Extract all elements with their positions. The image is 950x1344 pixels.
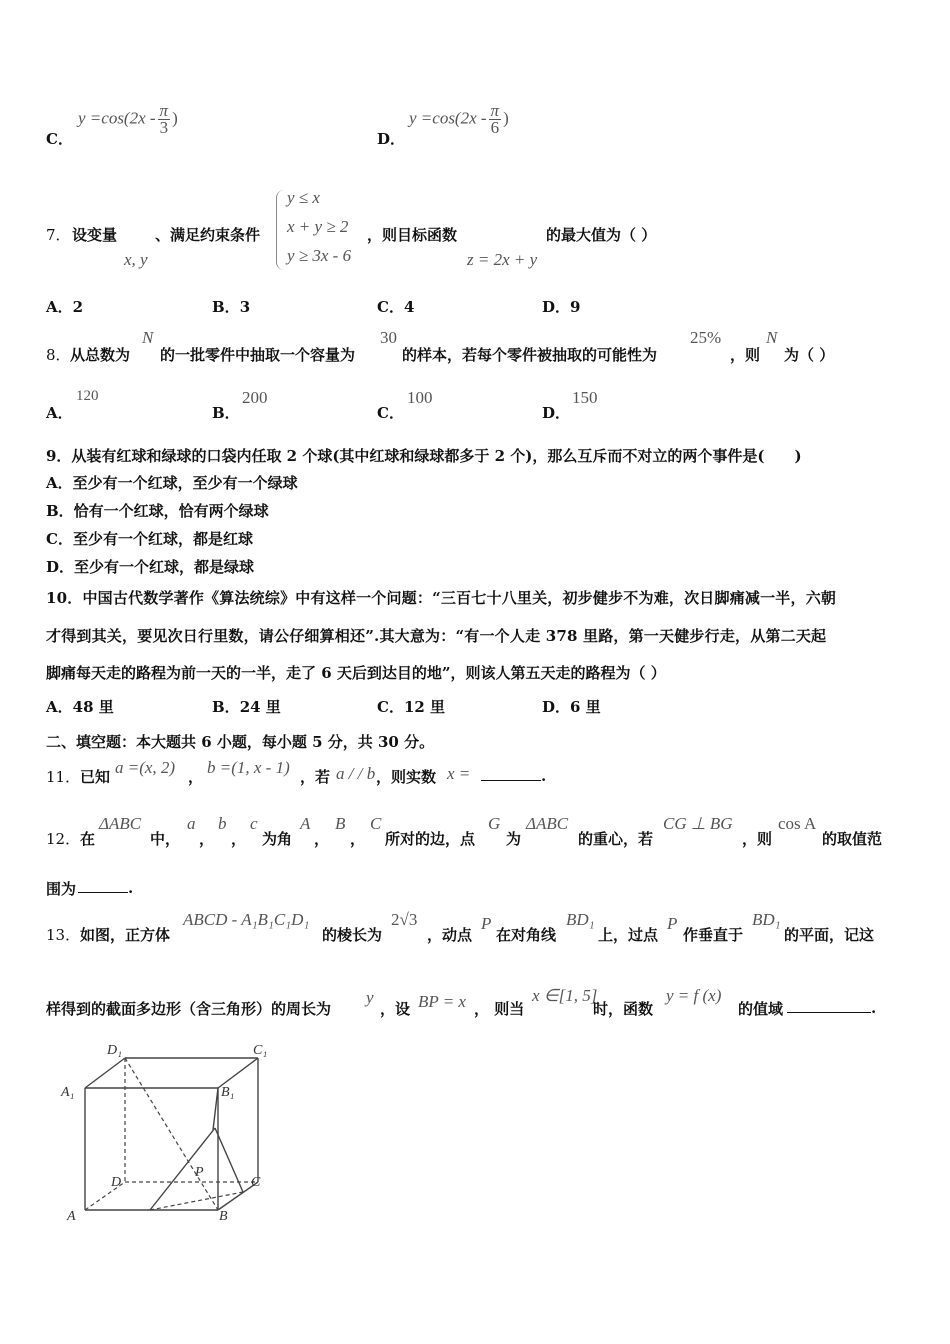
q7-text-4: 的最大值为（ ） bbox=[546, 226, 657, 244]
edge-B1C1 bbox=[218, 1058, 258, 1088]
label-A1: A₁ bbox=[61, 1085, 75, 1100]
q6-c-expr-pre: y =cos(2x - bbox=[78, 108, 156, 128]
q7-text-3: ，则目标函数 bbox=[367, 226, 458, 244]
q12-triangle-2: ΔABC bbox=[526, 814, 569, 833]
q10-line-1: 10．中国古代数学著作《算法统综》中有这样一个问题：“三百七十八里关，初步健步不为难，次日脚痛减一半，六朝 bbox=[46, 589, 837, 607]
q12-side-c: c bbox=[250, 814, 258, 833]
q8-probability: 25% bbox=[690, 328, 722, 347]
q6-option-d-label: D． bbox=[377, 130, 406, 148]
section-2-heading: 二、填空题：本大题共 6 小题，每小题 5 分，共 30 分。 bbox=[46, 733, 435, 751]
q6-option-c-expr: y =cos(2x - $\frac{\pi}{3}$ ) bbox=[78, 101, 178, 137]
q12-point-G: G bbox=[488, 814, 501, 833]
q10-line-2: 才得到其关，要见次日行里数，请公仔细算相还”.其大意为：“有一个人走 378 里路，第一天健步行走，从第二天起 bbox=[46, 627, 827, 645]
q12-angle-B: B bbox=[335, 814, 346, 833]
edge-A1D1 bbox=[85, 1058, 125, 1088]
q11-comma: ， bbox=[188, 768, 204, 786]
q11-vector-b: b =(1, x - 1) bbox=[207, 758, 290, 777]
q6-d-fraction: $\frac{\pi}{6}$ bbox=[490, 101, 500, 137]
label-A: A bbox=[67, 1209, 76, 1224]
q13-range: x ∈[1, 5] bbox=[532, 986, 598, 1005]
q12-perpendicular: CG ⊥ BG bbox=[663, 814, 733, 833]
label-B: B bbox=[219, 1209, 228, 1224]
q12-text-4: 所对的边，点 bbox=[385, 830, 476, 848]
q8-option-b-label: B． bbox=[212, 404, 240, 422]
q12-text-2: 中， bbox=[150, 830, 181, 848]
q12-text-5: 为 bbox=[506, 830, 522, 848]
q13-text-4: 在对角线 bbox=[496, 926, 557, 944]
q7-option-a: A．2 bbox=[46, 298, 84, 316]
q9-stem: 9．从装有红球和绿球的口袋内任取 2 个球(其中红球和绿球都多于 2 个)，那么互斥而不对立的两个事件是( ) bbox=[46, 447, 802, 465]
q12-line-2: 围为 bbox=[46, 880, 77, 898]
diagonal-BD1 bbox=[125, 1058, 218, 1210]
q7-text-1: 设变量 bbox=[72, 226, 118, 244]
q13-diagonal: BD₁ bbox=[566, 910, 595, 929]
q13-line-2-text-2: ，设 bbox=[380, 1000, 411, 1018]
q7-vars: x, y bbox=[124, 250, 148, 269]
q12-side-b: b bbox=[218, 814, 227, 833]
q13-line-2-text-4: 时，函数 bbox=[593, 1000, 654, 1018]
q13-diagonal-2: BD₁ bbox=[752, 910, 781, 929]
q7-constraint-1: y ≤ x bbox=[287, 188, 320, 207]
q9-option-a: A．至少有一个红球，至少有一个绿球 bbox=[46, 474, 298, 492]
q10-option-c: C．12 里 bbox=[377, 698, 446, 716]
q11-text-2: ，若 bbox=[300, 768, 331, 786]
label-D: D bbox=[111, 1175, 122, 1190]
q13-answer-blank[interactable]: . bbox=[787, 998, 876, 1017]
q6-d-expr-pre: y =cos(2x - bbox=[409, 108, 487, 128]
q6-option-d-expr: y =cos(2x - $\frac{\pi}{6}$ ) bbox=[409, 101, 509, 137]
q12-text-8: 的取值范 bbox=[822, 830, 883, 848]
q11-parallel: a / / b bbox=[336, 764, 376, 783]
section-edge-3 bbox=[213, 1088, 218, 1130]
q12-cos-A: cos A bbox=[778, 814, 817, 833]
q13-function: y = f (x) bbox=[666, 986, 722, 1005]
q8-option-a-label: A． bbox=[46, 404, 73, 422]
q7-text-2: 、满足约束条件 bbox=[155, 226, 261, 244]
q10-option-b: B．24 里 bbox=[212, 698, 281, 716]
section-edge-1 bbox=[150, 1128, 215, 1210]
q9-option-c: C．至少有一个红球，都是红球 bbox=[46, 530, 253, 548]
q8-option-b-value: 200 bbox=[242, 388, 268, 407]
q8-N-2: N bbox=[766, 328, 778, 347]
q11-answer-blank[interactable]: . bbox=[481, 766, 546, 785]
q9-option-b: B．恰有一个红球，恰有两个绿球 bbox=[46, 502, 269, 520]
q8-sample-size: 30 bbox=[380, 328, 397, 347]
label-B1: B₁ bbox=[221, 1085, 235, 1100]
q12-text-1: 在 bbox=[80, 830, 96, 848]
q12-text-6: 的重心，若 bbox=[578, 830, 654, 848]
q13-cube: ABCD - A₁B₁C₁D₁ bbox=[183, 910, 310, 929]
q13-text-3: ，动点 bbox=[427, 926, 473, 944]
q8-text-4: ，则 bbox=[730, 346, 761, 364]
q13-line-2-text-5: 的值域 bbox=[738, 1000, 784, 1018]
q13-text-7: 的平面，记这 bbox=[784, 926, 875, 944]
q7-option-b: B．3 bbox=[212, 298, 251, 316]
q12-triangle: ΔABC bbox=[99, 814, 142, 833]
q8-option-c-value: 100 bbox=[407, 388, 433, 407]
label-C1: C₁ bbox=[253, 1043, 268, 1058]
q8-option-c-label: C． bbox=[377, 404, 404, 422]
q13-number: 13． bbox=[46, 926, 81, 944]
q13-line-2-text-3: ， 则当 bbox=[474, 1000, 525, 1018]
q13-text-6: 作垂直于 bbox=[683, 926, 744, 944]
label-C: C bbox=[251, 1175, 261, 1190]
q11-text-1: 已知 bbox=[80, 768, 111, 786]
q13-text-5: 上，过点 bbox=[598, 926, 659, 944]
q13-bp: BP = x bbox=[418, 992, 466, 1011]
q7-objective: z = 2x + y bbox=[467, 250, 538, 269]
q7-constraint-2: x + y ≥ 2 bbox=[287, 217, 349, 236]
q8-text-2: 的一批零件中抽取一个容量为 bbox=[160, 346, 356, 364]
q9-option-d: D．至少有一个红球，都是绿球 bbox=[46, 558, 255, 576]
q6-option-d bbox=[377, 128, 405, 149]
q7-constraint-brace bbox=[276, 190, 285, 270]
q13-text-1: 如图，正方体 bbox=[80, 926, 171, 944]
q13-line-2-text-1: 样得到的截面多边形（含三角形）的周长为 bbox=[46, 1000, 332, 1018]
label-P: P bbox=[195, 1165, 204, 1180]
q8-text-5: 为（ ） bbox=[784, 346, 835, 364]
q12-angle-A: A bbox=[300, 814, 311, 833]
q8-option-a-value: 120 bbox=[76, 388, 99, 404]
q8-text-3: 的样本，若每个零件被抽取的可能性为 bbox=[402, 346, 658, 364]
q11-vector-a: a =(x, 2) bbox=[115, 758, 176, 777]
q10-option-a: A．48 里 bbox=[46, 698, 114, 716]
q12-side-a: a bbox=[187, 814, 196, 833]
q12-number: 12． bbox=[46, 830, 81, 848]
cube-figure bbox=[55, 1040, 285, 1230]
q8-number: 8． bbox=[46, 346, 71, 364]
q7-number: 7． bbox=[46, 226, 71, 244]
section-edge-hidden bbox=[150, 1192, 243, 1210]
q13-point-P: P bbox=[481, 914, 492, 933]
q7-constraint-3: y ≥ 3x - 6 bbox=[287, 246, 352, 265]
q8-text-1: 从总数为 bbox=[70, 346, 131, 364]
q8-option-d-label: D． bbox=[542, 404, 571, 422]
q6-option-c-label: C． bbox=[46, 130, 73, 148]
q6-c-fraction: $\frac{\pi}{3}$ bbox=[159, 101, 169, 137]
q11-number: 11． bbox=[46, 768, 81, 786]
q10-option-d: D．6 里 bbox=[542, 698, 601, 716]
q13-point-P-2: P bbox=[667, 914, 678, 933]
q12-answer-blank[interactable]: . bbox=[78, 878, 133, 897]
q7-option-c: C．4 bbox=[377, 298, 415, 316]
q11-text-3: ，则实数 bbox=[376, 768, 437, 786]
q7-option-d: D．9 bbox=[542, 298, 581, 316]
q8-N: N bbox=[142, 328, 154, 347]
q10-line-3: 脚痛每天走的路程为前一天的一半，走了 6 天后到达目的地”，则该人第五天走的路程为（ ） bbox=[46, 664, 666, 682]
q12-text-7: ，则 bbox=[742, 830, 773, 848]
q11-x: x = bbox=[447, 764, 471, 783]
q12-text-3: 为角 bbox=[262, 830, 293, 848]
q6-option-c bbox=[46, 128, 73, 149]
q13-text-2: 的棱长为 bbox=[322, 926, 383, 944]
q13-perimeter-y: y bbox=[366, 988, 374, 1007]
q12-angle-C: C bbox=[370, 814, 382, 833]
q8-option-d-value: 150 bbox=[572, 388, 598, 407]
q13-edge-length: 2√3 bbox=[391, 910, 418, 929]
label-D1: D₁ bbox=[107, 1043, 122, 1058]
